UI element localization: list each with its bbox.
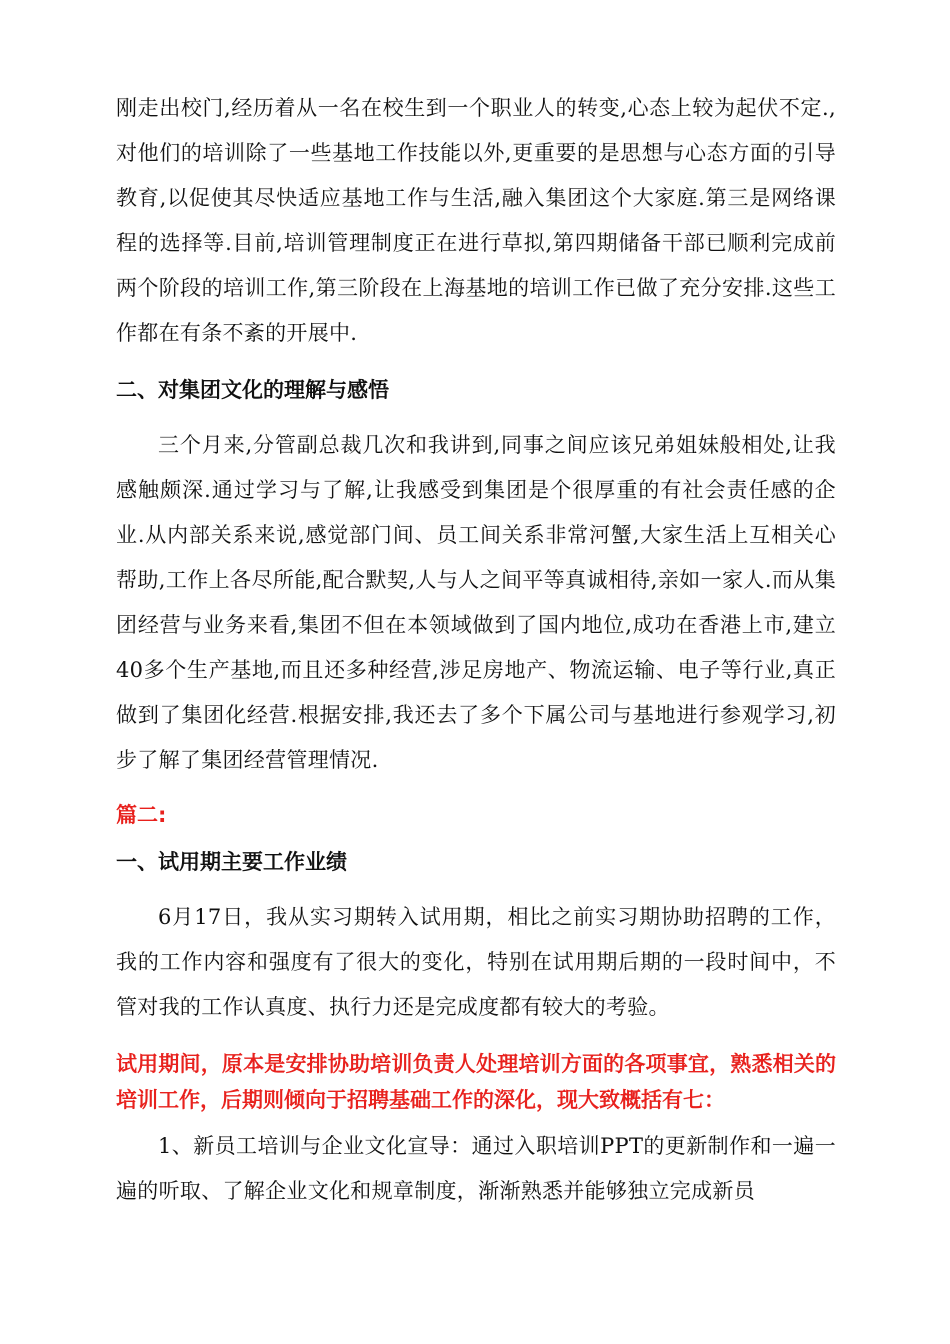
section-title-part-two: 篇二:	[116, 803, 167, 827]
heading-probation-achievements: 一、试用期主要工作业绩	[116, 850, 347, 874]
document-body	[116, 86, 836, 1214]
paragraph-training-intro: 刚走出校门,经历着从一名在校生到一个职业人的转变,心态上较为起伏不定.,对他们的培训除了一些基地工作技能以外,更重要的是思想与心态方面的引导教育,以促使其尽快适应基地工作与生活,融入集团这个大家庭.第三是网络课程的选择等.目前,培训管理制度正在进行草拟,第四期储备干部已顺利完成前两个阶段的培训工作,第三阶段在上海基地的培训工作已做了充分安排.这些工作都在有条不紊的开展中.	[116, 96, 836, 345]
paragraph-probation-intro: 6月17日，我从实习期转入试用期，相比之前实习期协助招聘的工作，我的工作内容和强度有了很大的变化，特别在试用期后期的一段时间中，不管对我的工作认真度、执行力还是完成度都有较大的考验。	[116, 905, 836, 1019]
paragraph-probation-duties-highlight: 试用期间，原本是安排协助培训负责人处理培训方面的各项事宜，熟悉相关的培训工作，后期则倾向于招聘基础工作的深化，现大致概括有七：	[116, 1052, 836, 1112]
paragraph-group-culture: 三个月来,分管副总裁几次和我讲到,同事之间应该兄弟姐妹般相处,让我感触颇深.通过学习与了解,让我感受到集团是个很厚重的有社会责任感的企业.从内部关系来说,感觉部门间、员工间关系非常河蟹,大家生活上互相关心帮助,工作上各尽所能,配合默契,人与人之间平等真诚相待,亲如一家人.而从集团经营与业务来看,集团不但在本领域做到了国内地位,成功在香港上市,建立40多个生产基地,而且还多种经营,涉足房地产、物流运输、电子等行业,真正做到了集团化经营.根据安排,我还去了多个下属公司与基地进行参观学习,初步了解了集团经营管理情况.	[116, 433, 836, 772]
paragraph-new-employee-training: 1、新员工培训与企业文化宣导：通过入职培训PPT的更新制作和一遍一遍的听取、了解企业文化和规章制度，渐渐熟悉并能够独立完成新员	[116, 1134, 836, 1203]
heading-group-culture: 二、对集团文化的理解与感悟	[116, 378, 389, 402]
